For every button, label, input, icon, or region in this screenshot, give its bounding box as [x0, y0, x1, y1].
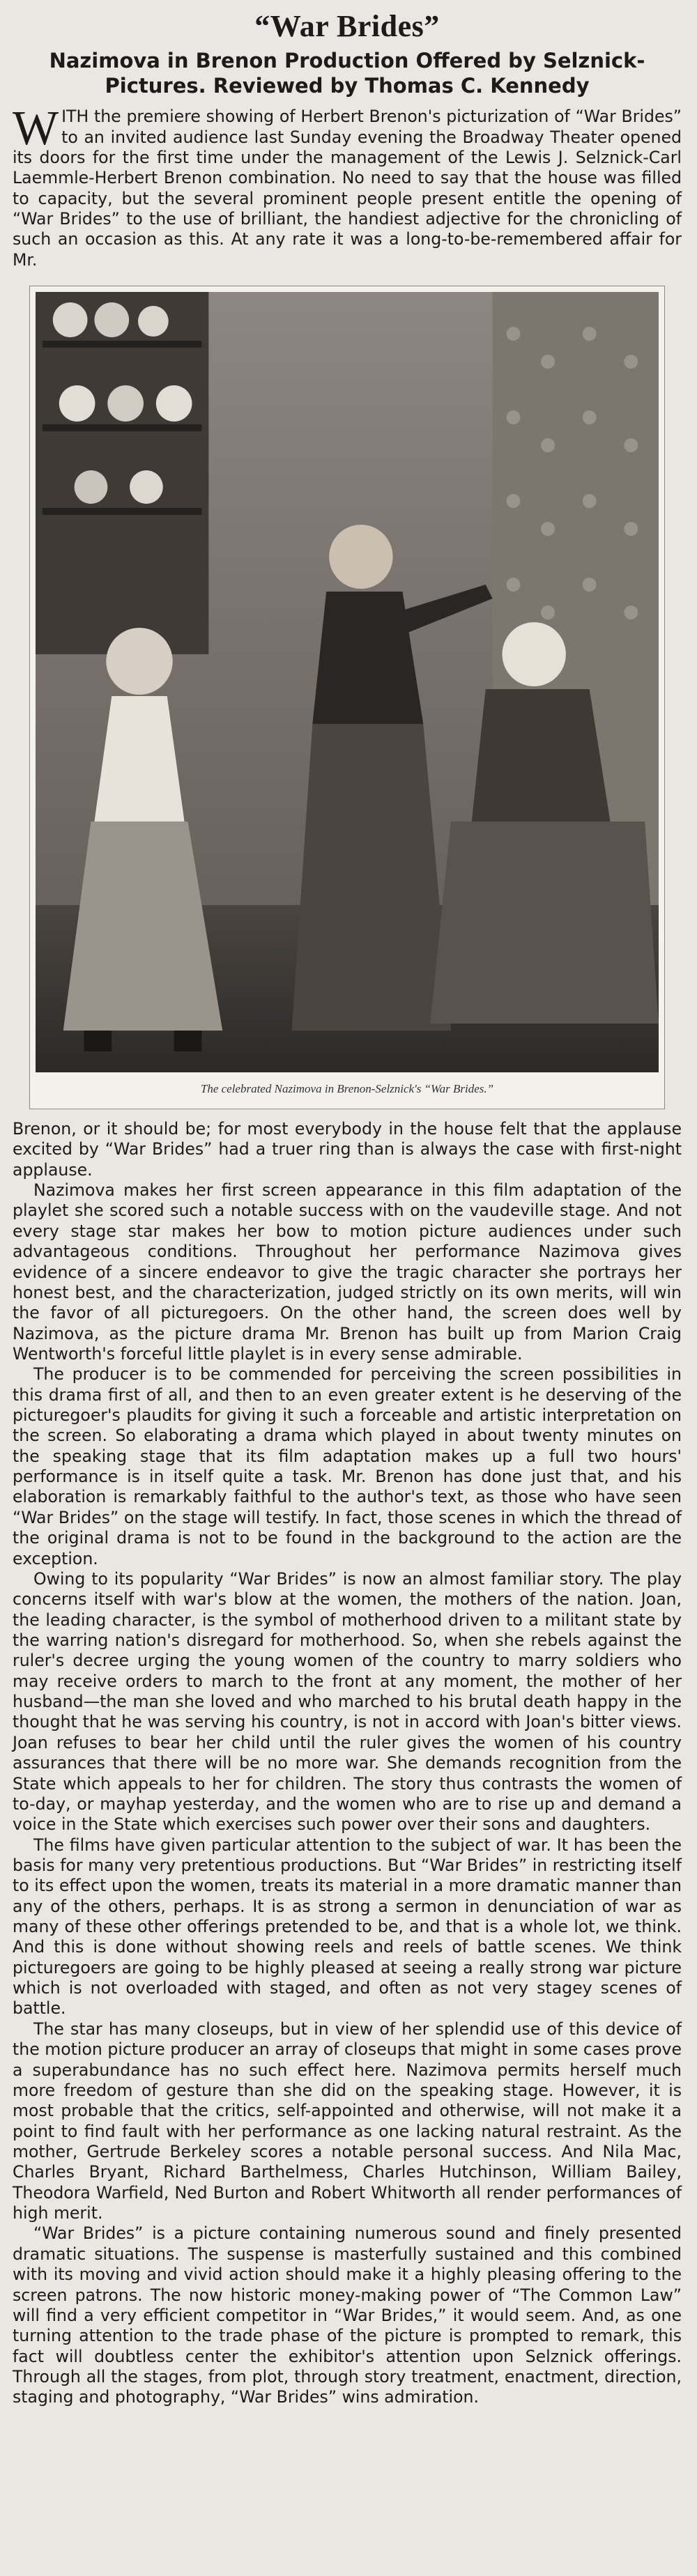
paragraph-6: The star has many closeups, but in view of her splendid use of this device of the motion picture producer an array of closeups that might in some cases prove a superabundance has no such effect here. Nazimova permits herself much more freedom of gesture than she did on the speaking stage. However, it is most probable that the critics, self-appointed and otherwise, will not make it a point to find fault with her performance as one lacking natural restraint. As the mother, Gertrude Berkeley scores a notable personal success. And Nila Mac, Charles Bryant, Richard Barthelmess, Charles Hutchinson, William Bailey, Theodora Warfield, Ned Burton and Robert Whitworth all render performances of high merit.: [13, 2019, 682, 2223]
photo-illustration: [36, 292, 659, 1072]
drop-cap: W: [13, 102, 59, 156]
intro-text: ITH the premiere showing of Herbert Brenon's picturization of “War Brides” to an invited audience last Sunday evening the Broadway Theater opened its doors for the first time under the management of the Lewis J. Selznick-Carl Laemmle-Herbert Brenon combination. No need to say that the house was filled to capacity, but the several prominent people present entitle the opening of “War Brides” to the use of brilliant, the handiest adjective for the chronicling of such an occasion as this. At any rate it was a long-to-be-remembered affair for Mr.: [13, 107, 682, 270]
paragraph-2: Nazimova makes her first screen appearance in this film adaptation of the playlet she scored such a notable success with on the vaudeville stage. And not every stage star makes her bow to motion picture audiences under such advantageous conditions. Throughout her performance Nazimova gives evidence of a sincere endeavor to give the tragic character she portrays her honest best, and the characterization, judged strictly on its own merits, will win the favor of all picturegoers. On the other hand, the screen does well by Nazimova, as the picture drama Mr. Brenon has built up from Marion Craig Wentworth's forceful little playlet is in every sense admirable.: [13, 1180, 682, 1364]
paragraph-7: “War Brides” is a picture containing numerous sound and finely presented dramatic situations. The suspense is masterfully sustained and this combined with its moving and vivid action should make it a highly pleasing offering to the screen patrons. The now historic money-making power of “The Common Law” will find a very efficient competitor in “War Brides,” it would seem. And, as one turning attention to the trade phase of the picture is prompted to remark, this fact will doubtless center the exhibitor's attention upon Selznick offerings. Through all the stages, from plot, through story treatment, enactment, direction, staging and photography, “War Brides” wins admiration.: [13, 2223, 682, 2407]
paragraph-4: Owing to its popularity “War Brides” is now an almost familiar story. The play concerns itself with war's blow at the women, the mothers of the nation. Joan, the leading character, is the symbol of motherhood driven to a militant state by the warring nation's disregard for motherhood. So, when she rebels against the ruler's decree urging the young women of the country to marry soldiers who may receive orders to march to the front at any moment, the mother of her husband—the man she loved and who marched to his brutal death happy in the thought that he was serving his country, is not in accord with Joan's bitter views. Joan refuses to bear her child until the ruler gives the women of his country assurances that there will be no more war. She demands recognition from the State which appeals to her for children. The story thus contrasts the women of to-day, or mayhap yesterday, and the women who are to rise up and demand a voice in the State which exercises such power over their sons and daughters.: [13, 1568, 682, 1835]
paragraph-1: Brenon, or it should be; for most everybody in the house felt that the applause excited by “War Brides” had a truer ring than is always the case with first-night applause.: [13, 1119, 682, 1180]
intro-paragraph: [13, 102, 682, 270]
article-title: “War Brides”: [254, 9, 440, 43]
article-deck: Nazimova in Brenon Production Offered by Selznick-Pictures. Reviewed by Thomas C. Kennedy: [49, 49, 645, 98]
photo-caption: The celebrated Nazimova in Brenon-Selznick's “War Brides.”: [200, 1082, 494, 1096]
paragraph-5: The films have given particular attention to the subject of war. It has been the basis for many very pretentious productions. But “War Brides” in restricting itself to its effect upon the women, treats its material in a more dramatic manner than any of the others, perhaps. It is as strong a sermon in denunciation of war as many of these other offerings pretended to be, and that is a whole lot, we think. And this is done without showing reels and reels of battle scenes. We think picturegoers are going to be highly pleased at seeing a really strong war picture which is not overloaded with staged, and often as not very stagey scenes of battle.: [13, 1835, 682, 2019]
production-still-figure: [29, 286, 665, 1109]
production-still-photo: [36, 292, 659, 1072]
article-body: [13, 1119, 682, 2408]
paragraph-3: The producer is to be commended for perceiving the screen possibilities in this drama first of all, and then to an even greater extent is he deserving of the picturegoer's plaudits for giving it such a forceable and artistic interpretation on the screen. So elaborating a drama which played in about twenty minutes on the speaking stage that its film adaptation makes up a full two hours' performance is in itself quite a task. Mr. Brenon has done just that, and his elaboration is remarkably faithful to the author's text, as those who have seen “War Brides” on the stage will testify. In fact, those scenes in which the thread of the original drama is not to be found in the background to the action are the exception.: [13, 1364, 682, 1568]
